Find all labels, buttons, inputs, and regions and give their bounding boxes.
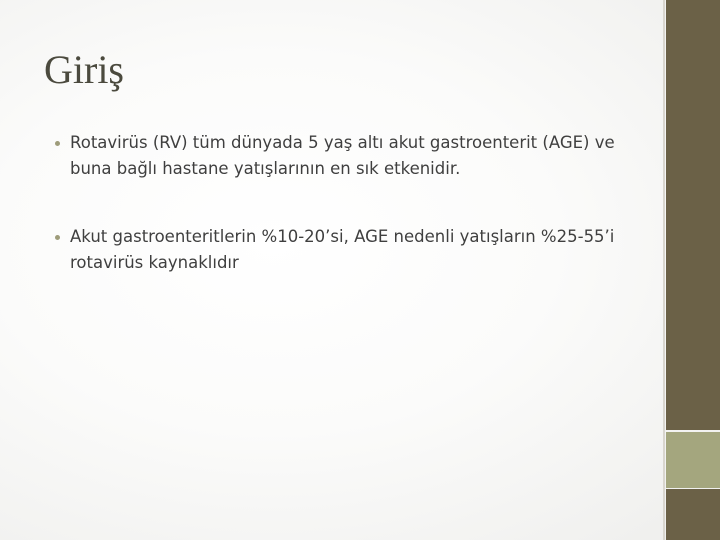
sidebar-divider xyxy=(663,0,665,540)
sidebar-band-bottom xyxy=(666,489,720,540)
slide-title: Giriş xyxy=(44,47,124,92)
bullet-list xyxy=(52,130,652,318)
sidebar-band-accent xyxy=(666,432,720,488)
bullet-item: Rotavirüs (RV) tüm dünyada 5 yaş altı akut gastroenterit (AGE) ve buna bağlı hastane yatışlarının en sık etkenidir. xyxy=(52,130,652,182)
sidebar-band-dark xyxy=(666,0,720,430)
bullet-item: Akut gastroenteritlerin %10-20’si, AGE nedenli yatışların %25-55’i rotavirüs kaynaklıdır xyxy=(52,224,652,276)
